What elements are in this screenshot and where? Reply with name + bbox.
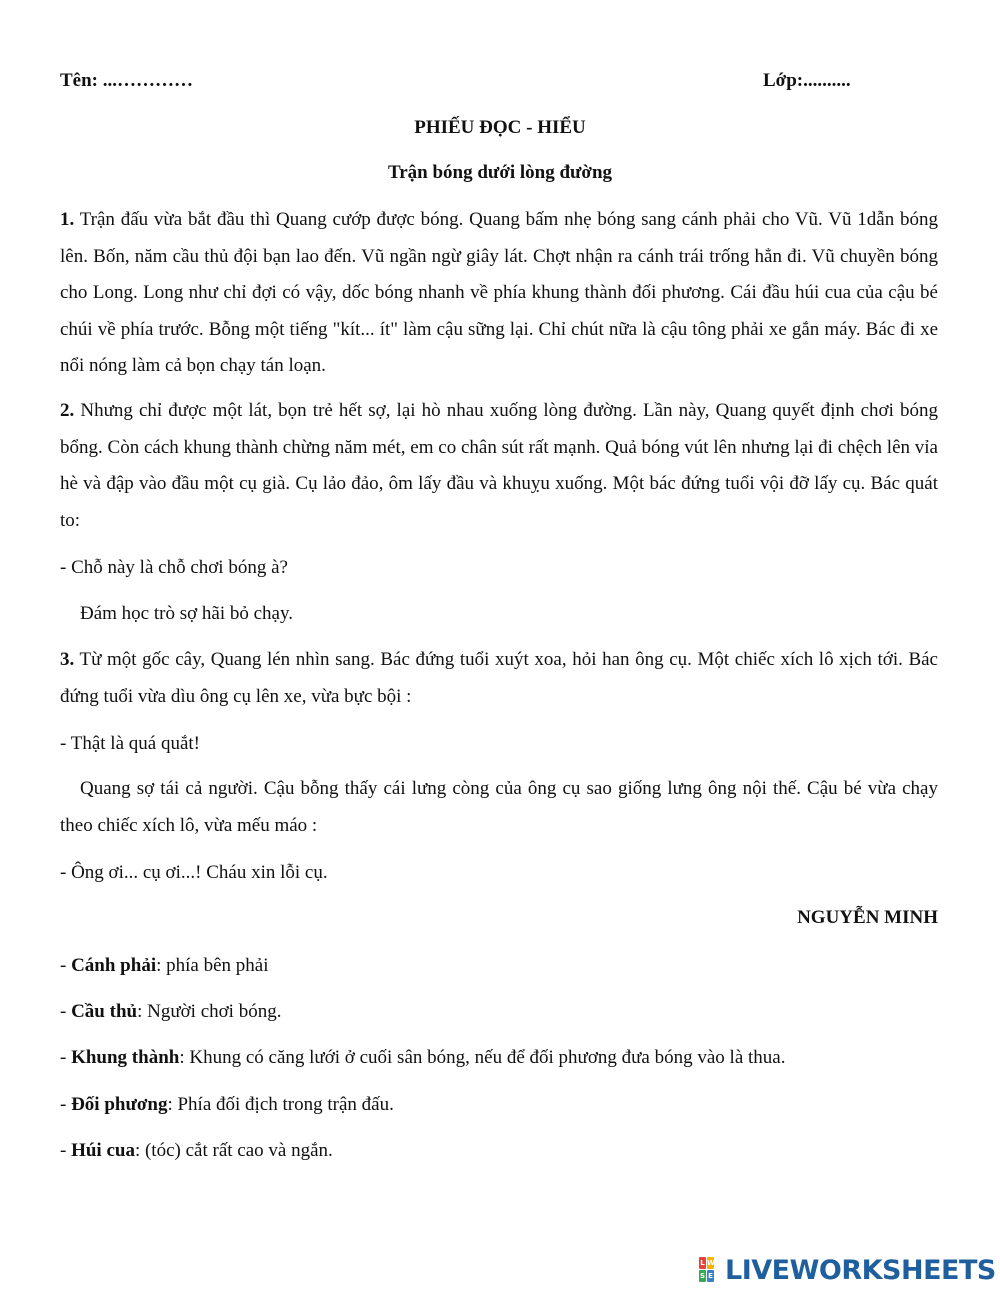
paragraph-3: [60, 642, 938, 715]
logo-block: W: [707, 1259, 715, 1267]
glossary-item: - Húi cua: (tóc) cắt rất cao và ngắn.: [60, 1140, 333, 1161]
liveworksheets-icon: [699, 1257, 721, 1283]
story-title: Trận bóng dưới lòng đường: [387, 162, 613, 183]
paragraph-1: [60, 202, 938, 385]
class-label: Lớp:..........: [763, 70, 851, 91]
paragraph-number: 2.: [60, 400, 75, 421]
glossary-definition: : Người chơi bóng.: [137, 1001, 282, 1022]
glossary-item: - Đối phương: Phía đối địch trong trận đấu.: [60, 1094, 394, 1115]
paragraph-number: 1.: [60, 209, 75, 230]
paragraph-number: 3.: [60, 649, 75, 670]
dialogue-line: - Thật là quá quắt!: [60, 733, 200, 754]
glossary-term: Cánh phải: [71, 955, 157, 976]
paragraph-2: [60, 393, 938, 539]
paragraph-3-continued: Quang sợ tái cả người. Cậu bỗng thấy cái lưng còng của ông cụ sao giống lưng ông nội thế. Cậu bé vừa chạy theo chiếc xích lô, vừa mếu máo :: [60, 778, 938, 836]
student-name-label: Tên: ...…………: [60, 70, 193, 91]
glossary-term: Cầu thủ: [71, 1001, 138, 1022]
glossary-term: Khung thành: [71, 1047, 180, 1068]
glossary-item: - Cầu thủ: Người chơi bóng.: [60, 1001, 282, 1022]
glossary-definition: : Phía đối địch trong trận đấu.: [167, 1094, 394, 1115]
worksheet-title: PHIẾU ĐỌC - HIỂU: [414, 117, 586, 138]
dialogue-line: - Chỗ này là chỗ chơi bóng à?: [60, 557, 288, 578]
logo-text: LIVEWORKSHEETS: [725, 1254, 996, 1286]
dialogue-line: - Ông ơi... cụ ơi...! Cháu xin lỗi cụ.: [60, 862, 328, 883]
glossary-item: - Cánh phải: phía bên phải: [60, 955, 269, 976]
glossary-term: Đối phương: [71, 1094, 168, 1115]
paragraph-text: Từ một gốc cây, Quang lén nhìn sang. Bác đứng tuổi xuýt xoa, hỏi han ông cụ. Một chiếc xích lô xịch tới. Bác đứng tuổi vừa dìu ông cụ lên xe, vừa bực bội :: [60, 649, 938, 707]
glossary-definition: : phía bên phải: [156, 955, 269, 976]
logo-block: S: [699, 1272, 706, 1280]
glossary-term: Húi cua: [71, 1140, 135, 1161]
narration-line: Đám học trò sợ hãi bỏ chạy.: [80, 603, 294, 624]
author-name: NGUYỄN MINH: [797, 907, 938, 928]
liveworksheets-logo: [699, 1255, 996, 1285]
glossary-item: - Khung thành: Khung có căng lưới ở cuối sân bóng, nếu để đối phương đưa bóng vào là thua.: [60, 1047, 786, 1068]
paragraph-text: Trận đấu vừa bắt đầu thì Quang cướp được bóng. Quang bấm nhẹ bóng sang cánh phải cho Vũ. Vũ 1dẫn bóng lên. Bốn, năm cầu thủ đội bạn lao đến. Vũ ngần ngừ giây lát. Chợt nhận ra cánh trái trống hẳn đi. Vũ chuyền bóng cho Long. Long như chỉ đợi có vậy, dốc bóng nhanh về phía khung thành đối phương. Cái đầu húi cua của cậu bé chúi về phía trước. Bỗng một tiếng "kít... ít" làm cậu sững lại. Chỉ chút nữa là cậu tông phải xe gắn máy. Bác đi xe nổi nóng làm cả bọn chạy tán loạn.: [60, 209, 938, 376]
logo-block: L: [700, 1259, 705, 1267]
logo-block: E: [708, 1272, 713, 1280]
glossary-definition: : (tóc) cắt rất cao và ngắn.: [134, 1140, 333, 1161]
glossary-definition: : Khung có căng lưới ở cuối sân bóng, nếu để đối phương đưa bóng vào là thua.: [179, 1047, 786, 1068]
paragraph-text: Nhưng chỉ được một lát, bọn trẻ hết sợ, lại hò nhau xuống lòng đường. Lần này, Quang quyết định chơi bóng bổng. Còn cách khung thành chừng năm mét, em co chân sút rất mạnh. Quả bóng vút lên nhưng lại đi chệch lên vỉa hè và đập vào đầu một cụ già. Cụ lảo đảo, ôm lấy đầu và khuỵu xuống. Một bác đứng tuổi vội đỡ lấy cụ. Bác quát to:: [60, 400, 938, 531]
